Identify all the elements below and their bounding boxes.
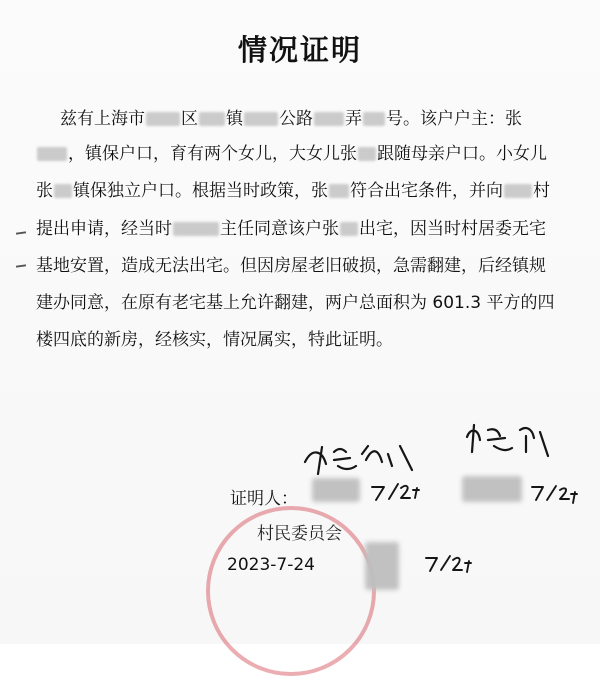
text-segment: 张: [36, 181, 53, 201]
committee-label: 村民委员会: [257, 524, 342, 544]
text-segment: 村: [533, 181, 550, 201]
text-segment: 主任同意该户张: [220, 219, 339, 239]
date-annotation-7-24-3: [426, 556, 471, 572]
text-segment: 出宅，因当时村居委无宅: [359, 219, 546, 239]
paragraph-line-5: 基地安置，造成无法出宅。但因房屋老旧破损，急需翻建，后经镇规: [36, 256, 546, 276]
document-title: 情况证明: [237, 33, 362, 67]
date-annotation-7-24-1: [372, 484, 419, 500]
text-segment: 跟随母亲户口。小女儿: [377, 144, 547, 164]
paragraph-line-6: 建办同意，在原有老宅基上允许翻建，两户总面积为 601.3 平方的四: [36, 293, 555, 313]
text-segment: 提出申请，经当时: [36, 219, 172, 239]
text-segment: 公路: [279, 109, 313, 129]
document-date: 2023-7-24: [227, 555, 315, 575]
text-segment: 符合出宅条件，并向: [350, 181, 503, 201]
text-segment: 区: [181, 109, 198, 129]
date-annotation-7-24-2: [532, 486, 577, 503]
text-segment: ，镇保户口，育有两个女儿，大女儿张: [68, 144, 357, 164]
text-segment: 兹有上海市: [60, 109, 145, 129]
text-segment: 镇保独立户口。根据当时政策，张: [73, 181, 328, 201]
text-segment: 号。该户户主：张: [386, 109, 522, 129]
text-segment: 镇: [226, 109, 243, 129]
handwritten-signature-2: [467, 425, 548, 456]
handwritten-signature-1: [305, 446, 412, 474]
signers-label: 证明人：: [230, 489, 298, 509]
paragraph-line-7: 楼四底的新房，经核实，情况属实，特此证明。: [36, 330, 393, 350]
text-segment: 弄: [345, 109, 362, 129]
